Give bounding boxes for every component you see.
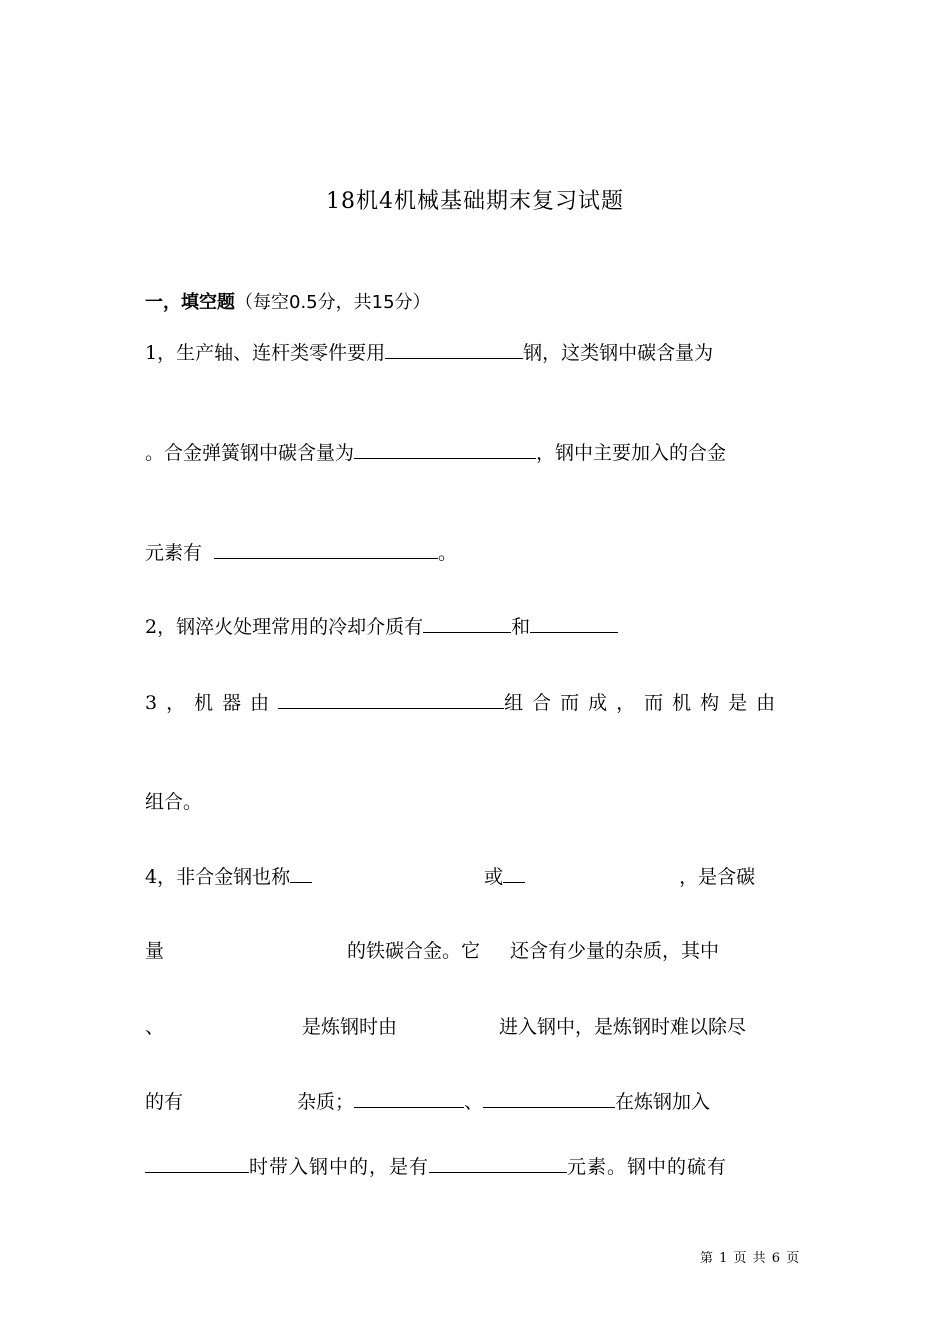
q3-text-b: 组合而成，而机构是由 xyxy=(504,692,785,714)
q1-text-c: 。合金弹簧钢中碳含量为 xyxy=(145,442,355,464)
question-1-line-2 xyxy=(145,438,805,466)
question-1-line-1 xyxy=(145,338,805,366)
answer-blank[interactable] xyxy=(429,1152,567,1173)
question-4-line-2 xyxy=(145,937,805,965)
question-4-line-5 xyxy=(145,1152,805,1180)
q1-text-d: ，钢中主要加入的合金 xyxy=(536,442,727,464)
q1-text-b: 钢，这类钢中碳含量为 xyxy=(523,342,714,364)
q1-text-f: 。 xyxy=(438,542,458,564)
q1-text-e: 元素有 xyxy=(145,542,203,564)
q3-text-c: 组合。 xyxy=(145,791,203,813)
answer-blank[interactable] xyxy=(145,1152,249,1173)
answer-blank[interactable] xyxy=(530,612,618,633)
answer-blank[interactable] xyxy=(385,338,523,359)
page-number-footer: 第 1 页 共 6 页 xyxy=(700,1251,801,1266)
q4-text-i: 进入钢中，是炼钢时难以除尽 xyxy=(499,1016,747,1038)
question-2-line xyxy=(145,612,805,640)
section-score-note: （每空0.5分，共15分） xyxy=(235,292,431,313)
q2-text-a: 2，钢淬火处理常用的冷却介质有 xyxy=(145,616,424,638)
answer-blank[interactable] xyxy=(290,862,312,883)
q4-text-o: 元素。钢中的硫有 xyxy=(567,1156,728,1178)
q1-text-a: 1，生产轴、连杆类零件要用 xyxy=(145,342,386,364)
q4-text-e: 的铁碳合金。它 xyxy=(347,940,481,962)
question-4-line-4 xyxy=(145,1087,805,1115)
q4-text-a: 4，非合金钢也称 xyxy=(145,866,291,888)
page-title: 18机4机械基础期末复习试题 xyxy=(326,189,624,214)
section-heading-label: 一，填空题 xyxy=(145,292,235,313)
answer-blank[interactable] xyxy=(354,438,536,459)
answer-blank[interactable] xyxy=(278,688,504,709)
answer-blank[interactable] xyxy=(423,612,511,633)
q4-text-l: 、 xyxy=(464,1091,484,1113)
question-4-line-1 xyxy=(145,862,805,890)
q4-text-f: 还含有少量的杂质，其中 xyxy=(510,940,720,962)
q4-text-b: 或 xyxy=(484,866,504,888)
answer-blank[interactable] xyxy=(483,1087,615,1108)
q4-text-k: 杂质； xyxy=(297,1091,355,1113)
section-heading xyxy=(145,288,431,314)
q4-text-c: ，是含碳 xyxy=(679,866,756,888)
q4-text-j: 的有 xyxy=(145,1091,184,1113)
q4-text-m: 在炼钢加入 xyxy=(615,1091,711,1113)
answer-blank[interactable] xyxy=(503,862,525,883)
q4-text-h: 是炼钢时由 xyxy=(302,1016,398,1038)
question-3-line-2 xyxy=(145,788,805,816)
answer-blank[interactable] xyxy=(214,538,438,559)
q4-text-n: 时带入钢中的，是有 xyxy=(249,1156,430,1178)
question-3-line-1 xyxy=(145,688,805,716)
q4-text-g: 、 xyxy=(145,1016,165,1038)
question-4-line-3 xyxy=(145,1013,805,1041)
q2-text-b: 和 xyxy=(511,616,531,638)
q4-text-d: 量 xyxy=(145,940,165,962)
q3-text-a: 3，机器由 xyxy=(145,692,279,714)
answer-blank[interactable] xyxy=(354,1087,464,1108)
question-1-line-3 xyxy=(145,538,805,566)
